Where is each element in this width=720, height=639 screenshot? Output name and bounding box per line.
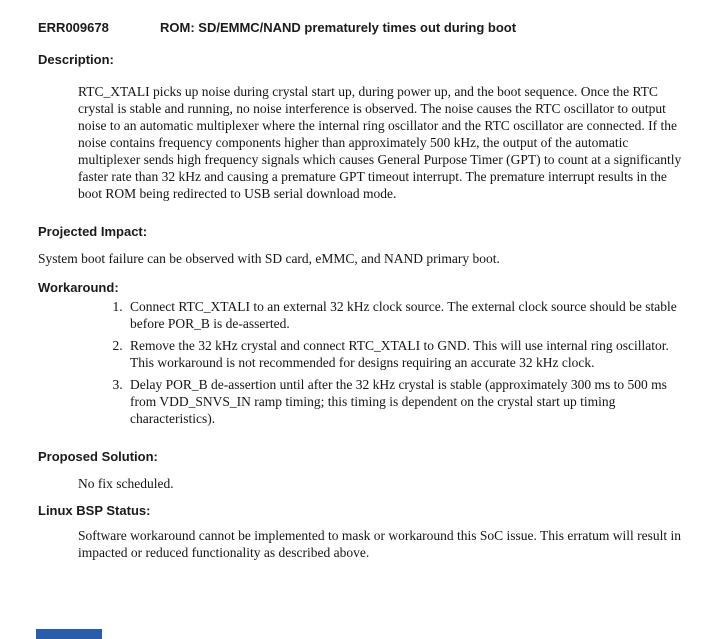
workaround-item-1: 1. Connect RTC_XTALI to an external 32 kHz clock source. The external clock source should be stable before POR_B is de-asserted. [126,298,692,332]
proposed-solution-paragraph: No fix scheduled. [78,476,174,491]
projected-impact-heading: Projected Impact: [38,224,148,239]
description-paragraph: RTC_XTALI picks up noise during crystal start up, during power up, and the boot sequence. Once the RTC crystal is stable and running, no noise interference is observed. The noise causes the RTC oscillator to output noise to an automatic multiplexer where the internal ring oscillator and the RTC oscillator are connected. If the noise contains frequency components higher than approximately 500 kHz, the output of the automatic multiplexer sends high frequency signals which causes General Purpose Timer (GPT) to count at a significantly faster rate than 32 kHz and causing a premature GPT timeout interrupt. The premature interrupt results in the boot ROM being redirected to USB serial download mode. [78,84,682,201]
projected-impact-paragraph: System boot failure can be observed with SD card, eMMC, and NAND primary boot. [38,251,500,266]
workaround-item-3: 3. Delay POR_B de-assertion until after the 32 kHz crystal is stable (approximately 300 ms to 500 ms from VDD_SNVS_IN ramp timing; this timing is dependent on the crystal start up timing characteristics). [126,376,692,427]
partial-blue-element [36,629,102,639]
description-heading: Description: [38,52,114,67]
linux-bsp-status-paragraph: Software workaround cannot be implemented to mask or workaround this SoC issue. This erratum will result in impacted or reduced functionality as described above. [78,528,682,560]
erratum-id: ERR009678 [38,20,109,35]
document-header [0,0,720,35]
workaround-heading: Workaround: [38,280,119,295]
linux-bsp-status-heading: Linux BSP Status: [38,503,151,518]
proposed-solution-heading: Proposed Solution: [38,449,158,464]
workaround-item-2: 2. Remove the 32 kHz crystal and connect RTC_XTALI to GND. This will use internal ring oscillator. This workaround is not recommended for designs requiring an accurate 32 kHz clock. [126,337,692,371]
workaround-list [0,298,692,427]
erratum-title: ROM: SD/EMMC/NAND prematurely times out during boot [160,20,517,35]
